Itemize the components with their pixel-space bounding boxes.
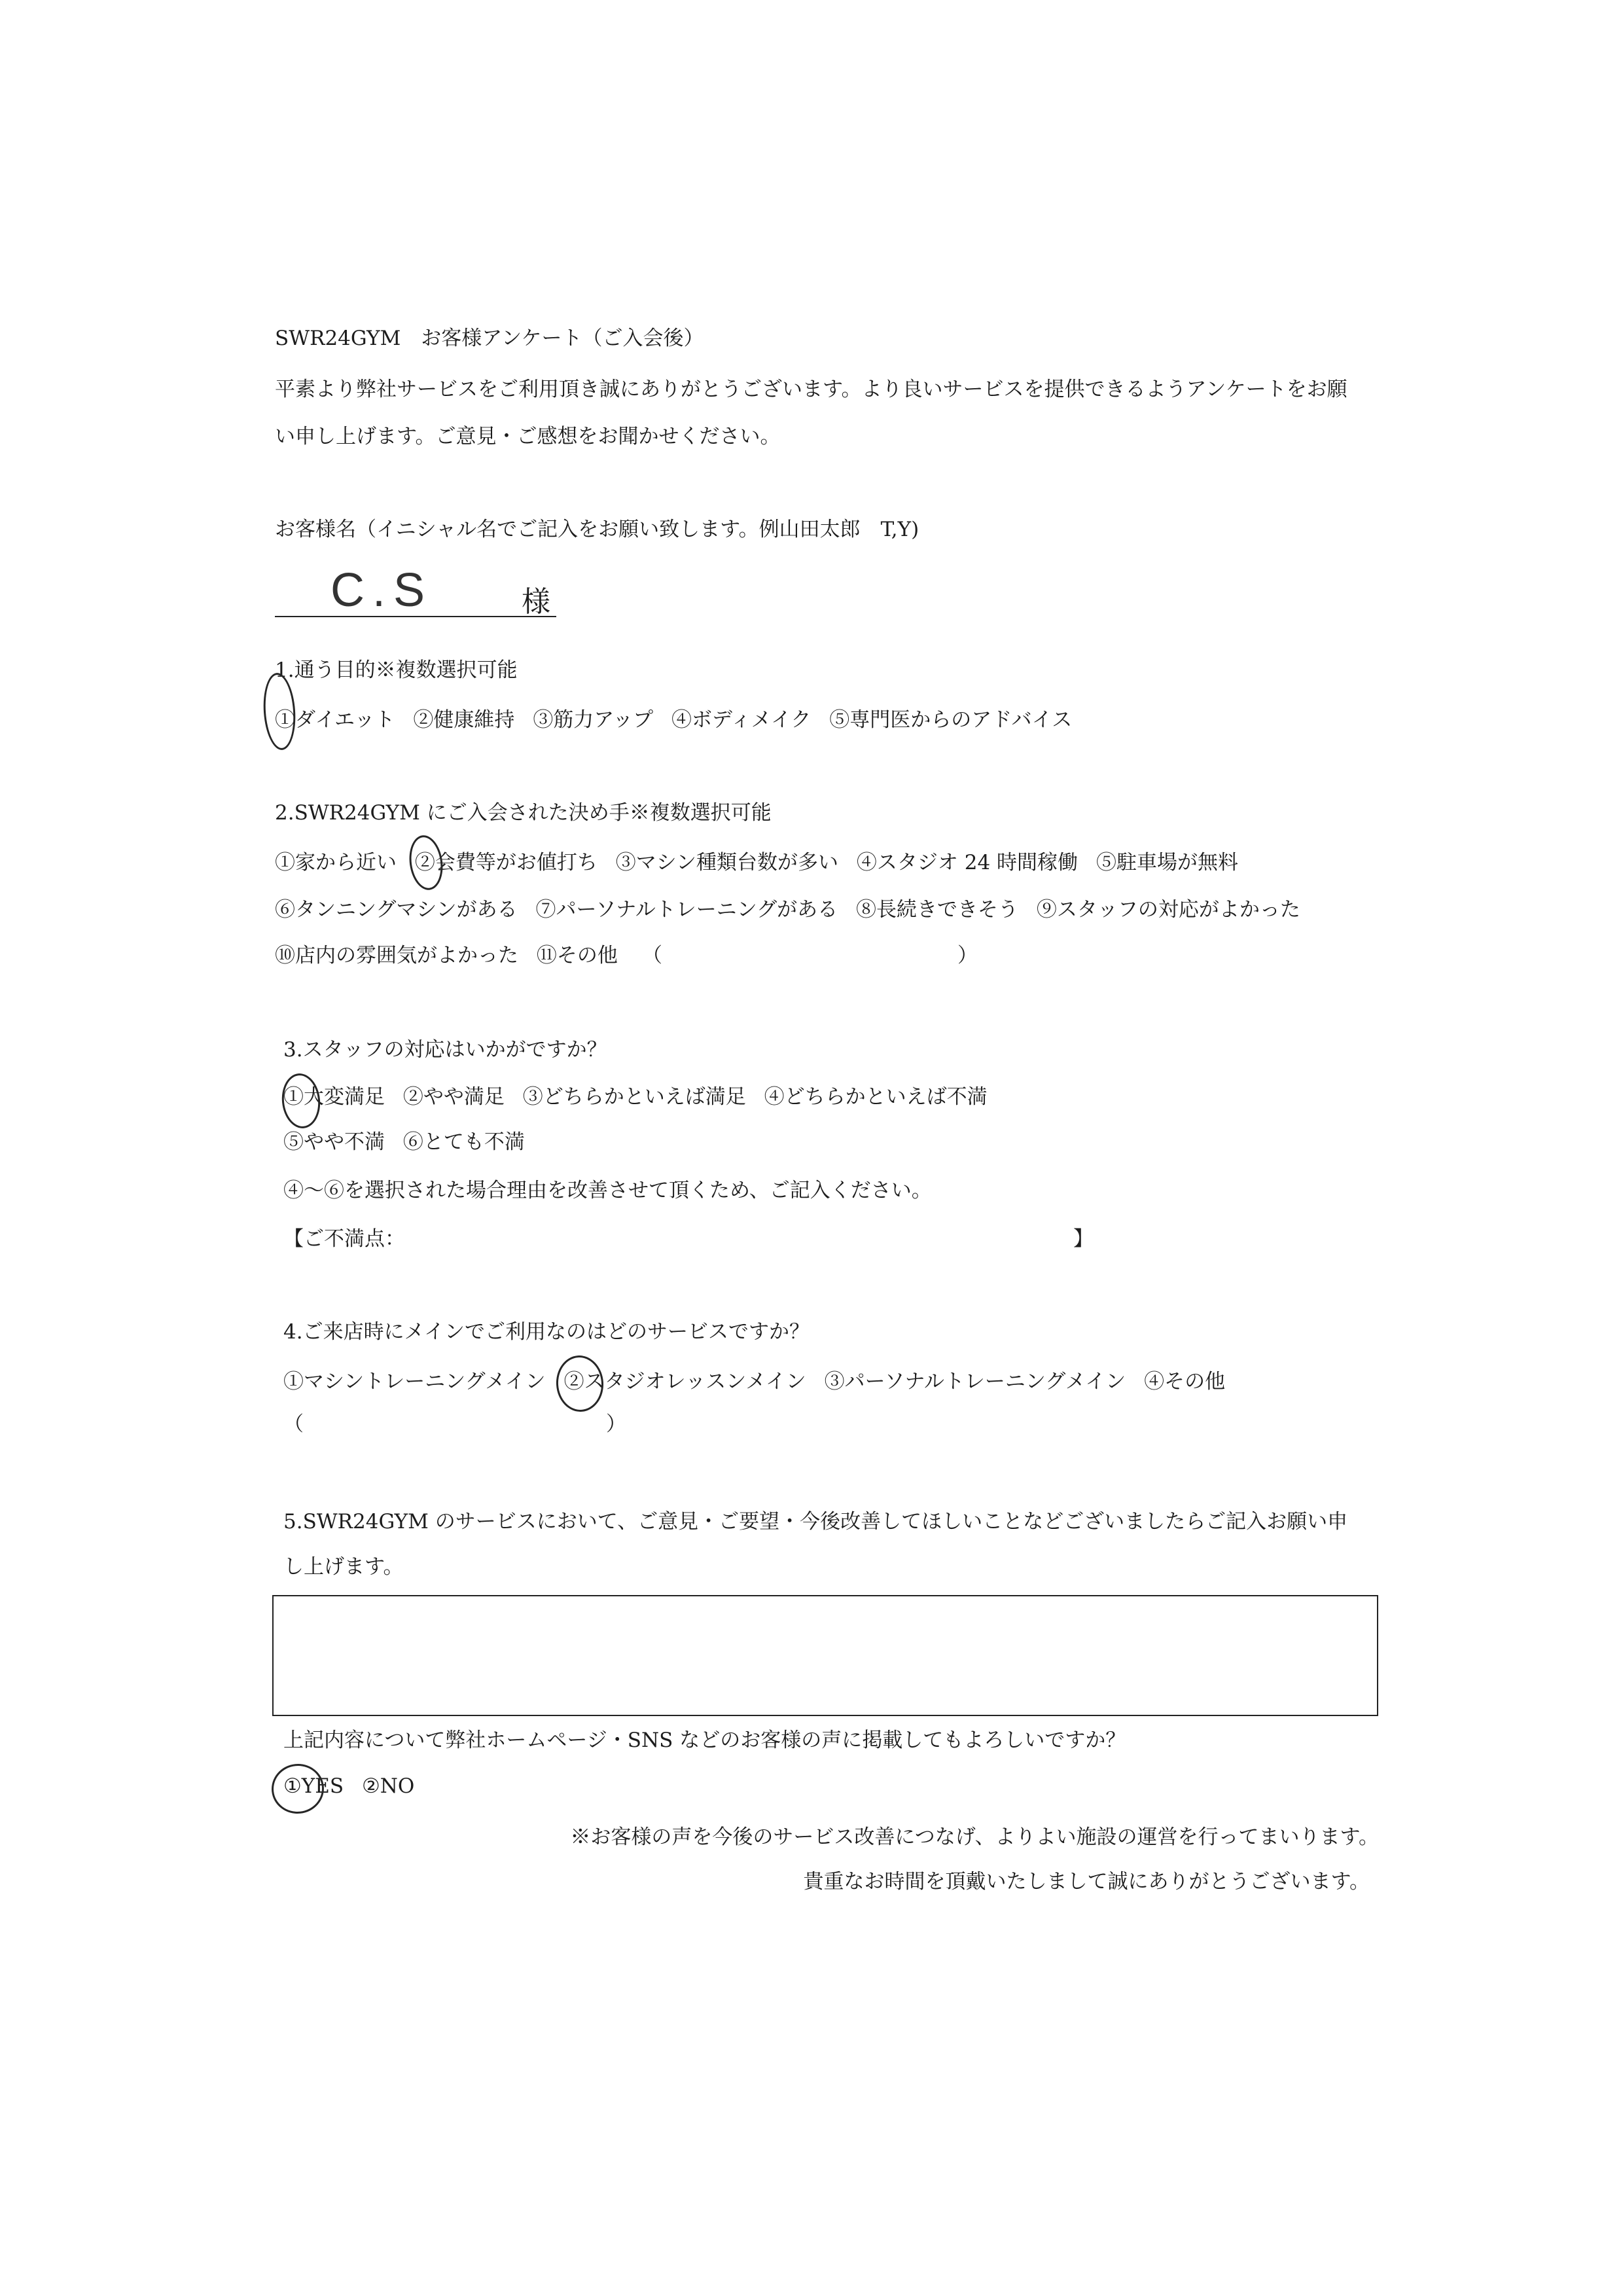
option-label: ①YES [283, 1774, 344, 1798]
option-3 [825, 1370, 1126, 1393]
q4-options-row [283, 1370, 1225, 1393]
q3-options-row-2 [283, 1130, 525, 1154]
option-label: ①ダイエット [275, 708, 395, 732]
q3-complaint-close-bracket: 】 [1073, 1227, 1094, 1251]
option-label: ①家から近い [275, 851, 397, 874]
q3-options-row-1 [283, 1085, 988, 1109]
q4-other-paren-open: （ [283, 1412, 304, 1436]
option-8 [856, 898, 1018, 922]
q2-options-row-3 [275, 944, 618, 967]
option-label: ⑨スタッフの対応がよかった [1036, 898, 1300, 922]
consent-question: 上記内容について弊社ホームページ・SNS などのお客様の声に掲載してもよろしいですか？ [283, 1729, 1126, 1752]
q5-line-2: し上げます。 [283, 1555, 404, 1579]
option-label: ④スタジオ 24 時間稼働 [856, 851, 1079, 874]
option-7 [536, 898, 838, 922]
option-label: ②会費等がお値打ち [414, 851, 597, 874]
footer-line-2: 貴重なお時間を頂戴いたしまして誠にありがとうございます。 [803, 1870, 1370, 1893]
option-label: ④ボディメイク [671, 708, 812, 732]
option-4 [857, 851, 1078, 874]
q3-complaint-label: 【ご不満点： [283, 1227, 405, 1251]
option-3 [616, 851, 838, 874]
form-title: SWR24GYM お客様アンケート（ご入会後） [275, 327, 704, 350]
option-3 [533, 708, 653, 732]
q2-heading: 2.SWR24GYM にご入会された決め手※複数選択可能 [275, 801, 772, 825]
option-label: ③パーソナルトレーニングメイン [824, 1370, 1126, 1393]
consent-options-row [283, 1774, 414, 1798]
q3-heading: 3.スタッフの対応はいかがですか？ [283, 1038, 607, 1062]
option-label: ⑤やや不満 [283, 1130, 385, 1154]
q3-note: ④～⑥を選択された場合理由を改善させて頂くため、ご記入ください。 [283, 1179, 932, 1202]
option-label: ②NO [362, 1774, 415, 1798]
option-2 [564, 1370, 806, 1393]
option-1 [275, 851, 397, 874]
option-3 [523, 1085, 746, 1109]
option-10 [275, 944, 518, 967]
option-label: ②スタジオレッスンメイン [563, 1370, 806, 1393]
option-1 [275, 708, 395, 732]
customer-honorific: 様 [522, 585, 550, 619]
option-4 [1144, 1370, 1225, 1393]
q4-heading: 4.ご来店時にメインでご利用なのはどのサービスですか？ [283, 1320, 810, 1344]
option-4 [764, 1085, 988, 1109]
option-label: ②健康維持 [413, 708, 515, 732]
q2-options-row-1 [275, 851, 1238, 874]
option-label: ⑪その他 [536, 944, 618, 967]
q5-line-1: 5.SWR24GYM のサービスにおいて、ご意見・ご要望・今後改善してほしいことなどございましたらご記入お願い申 [283, 1510, 1348, 1534]
q1-options-row [275, 708, 1072, 732]
option-2 [413, 708, 514, 732]
option-label: ⑥タンニングマシンがある [275, 898, 518, 922]
option-2 [415, 851, 597, 874]
option-1 [283, 1085, 385, 1109]
option-5 [829, 708, 1072, 732]
option-label: ③どちらかといえば満足 [522, 1085, 746, 1109]
option-11 [537, 944, 618, 967]
option-1 [283, 1370, 546, 1393]
footer-line-1: ※お客様の声を今後のサービス改善につなげ、よりよい施設の運営を行ってまいります。 [570, 1825, 1379, 1849]
option-label: ③マシン種類台数が多い [615, 851, 839, 874]
option-label: ①大変満足 [283, 1085, 385, 1109]
option-label: ⑧長続きできそう [855, 898, 1018, 922]
q2-other-paren-open: （ [642, 944, 662, 967]
q2-options-row-2 [275, 898, 1300, 922]
option-1 [283, 1774, 344, 1798]
option-label: ④その他 [1144, 1370, 1226, 1393]
option-label: ④どちらかといえば不満 [764, 1085, 988, 1109]
comment-box [272, 1595, 1378, 1716]
option-label: ⑤駐車場が無料 [1096, 851, 1238, 874]
option-4 [671, 708, 811, 732]
option-label: ⑩店内の雰囲気がよかった [275, 944, 518, 967]
q1-heading: 1.通う目的※複数選択可能 [275, 658, 518, 682]
option-5 [1096, 851, 1238, 874]
option-label: ②やや満足 [402, 1085, 505, 1109]
option-label: ⑥とても不満 [402, 1130, 525, 1154]
q4-other-paren-close: ） [606, 1412, 626, 1436]
option-2 [403, 1085, 505, 1109]
intro-line-1: 平素より弊社サービスをご利用頂き誠にありがとうございます。より良いサービスを提供できるようアンケートをお願 [275, 378, 1347, 401]
option-9 [1037, 898, 1300, 922]
option-6 [403, 1130, 525, 1154]
option-2 [362, 1774, 414, 1798]
option-label: ③筋力アップ [533, 708, 654, 732]
option-label: ①マシントレーニングメイン [283, 1370, 546, 1393]
option-label: ⑦パーソナルトレーニングがある [535, 898, 838, 922]
q2-other-paren-close: ） [957, 944, 978, 967]
intro-line-2: い申し上げます。ご意見・ご感想をお聞かせください。 [275, 425, 781, 448]
option-label: ⑤専門医からのアドバイス [829, 708, 1073, 732]
customer-name-handwritten: C.S [330, 564, 433, 617]
customer-name-underline [275, 616, 556, 617]
option-6 [275, 898, 518, 922]
option-5 [283, 1130, 385, 1154]
customer-name-label: お客様名（イニシャル名でご記入をお願い致します。例山田太郎 T,Y) [275, 518, 919, 541]
